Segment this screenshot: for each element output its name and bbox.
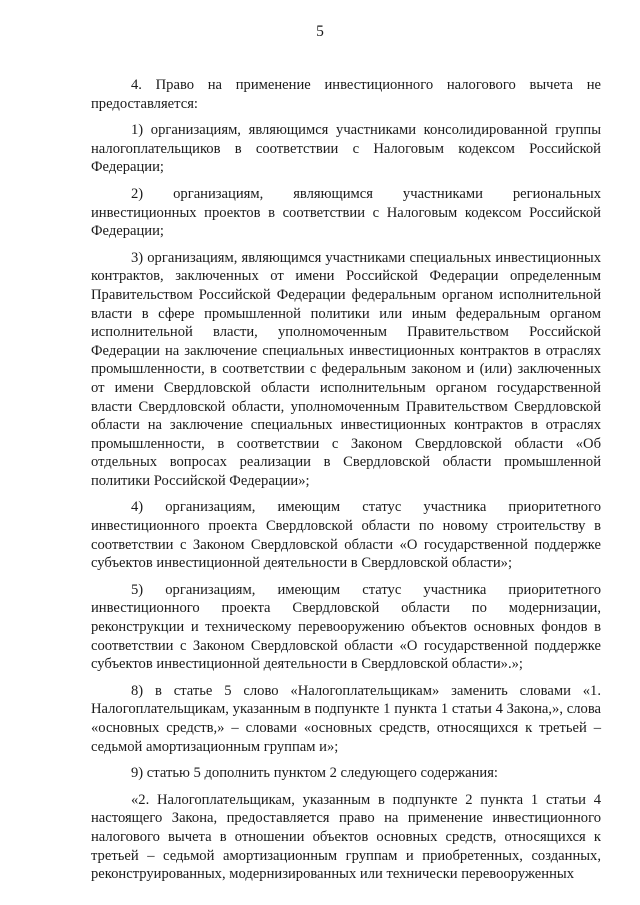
paragraph-subitem-4: 4) организациям, имеющим статус участника приоритетного инвестиционного проекта Свердловской области по новому строительству в соответствии с Законом Свердловской области «О государственной поддержке субъектов инвестиционной деятельности в Свердловской области»; xyxy=(91,499,601,572)
paragraph-subitem-3: 3) организациям, являющимся участниками специальных инвестиционных контрактов, заключенных от имени Российской Федерации определенным Правительством Российской Федерации федеральным органом исполнительной власти в сфере промышленной политики или иным федеральным органом исполнительной власти, уполномоченным Правительством Российской Федерации на заключение специальных инвестиционных контрактов в отраслях промышленности, в соответствии с федеральным законом и (или) заключенных от имени Свердловской области исполнительным органом государственной власти Свердловской области, уполномоченным Правительством Свердловской области на заключение специальных инвестиционных контрактов в отраслях промышленности, в соответствии с Законом Свердловской области «Об отдельных вопросах реализации в Свердловской области промышленной политики Российской Федерации»; xyxy=(91,249,601,489)
document-body xyxy=(91,76,601,892)
paragraph-subitem-1: 1) организациям, являющимся участниками консолидированной группы налогоплательщиков в соответствии с Налоговым кодексом Российской Федерации; xyxy=(91,122,601,176)
paragraph-item-4-intro: 4. Право на применение инвестиционного налогового вычета не предоставляется: xyxy=(91,77,601,112)
paragraph-amendment-9: 9) статью 5 дополнить пунктом 2 следующего содержания: xyxy=(131,765,498,782)
paragraph-subitem-5: 5) организациям, имеющим статус участника приоритетного инвестиционного проекта Свердловской области по модернизации, реконструкции и техническому перевооружению объектов основных фондов в соответствии с Законом Свердловской области «О государственной поддержке субъектов инвестиционной деятельности в Свердловской области».»; xyxy=(91,581,601,673)
paragraph-subitem-2: 2) организациям, являющимся участниками региональных инвестиционных проектов в соответствии с Налоговым кодексом Российской Федерации; xyxy=(91,185,601,240)
paragraph-amendment-8: 8) в статье 5 слово «Налогоплательщикам» заменить словами «1. Налогоплательщикам, указанным в подпункте 1 пункта 1 статьи 4 Закона,», слова «основных средств,» – словами «основных средств, относящихся к третьей – седьмой амортизационным группам и»; xyxy=(91,682,601,755)
page-number: 5 xyxy=(316,23,324,40)
paragraph-new-clause-2: «2. Налогоплательщикам, указанным в подпункте 2 пункта 1 статьи 4 настоящего Закона, предоставляется право на применение инвестиционного налогового вычета в отношении объектов основных средств, относящихся к третьей – седьмой амортизационным группам и приобретенных, созданных, реконструированных, модернизированных или технически перевооруженных xyxy=(91,791,601,883)
